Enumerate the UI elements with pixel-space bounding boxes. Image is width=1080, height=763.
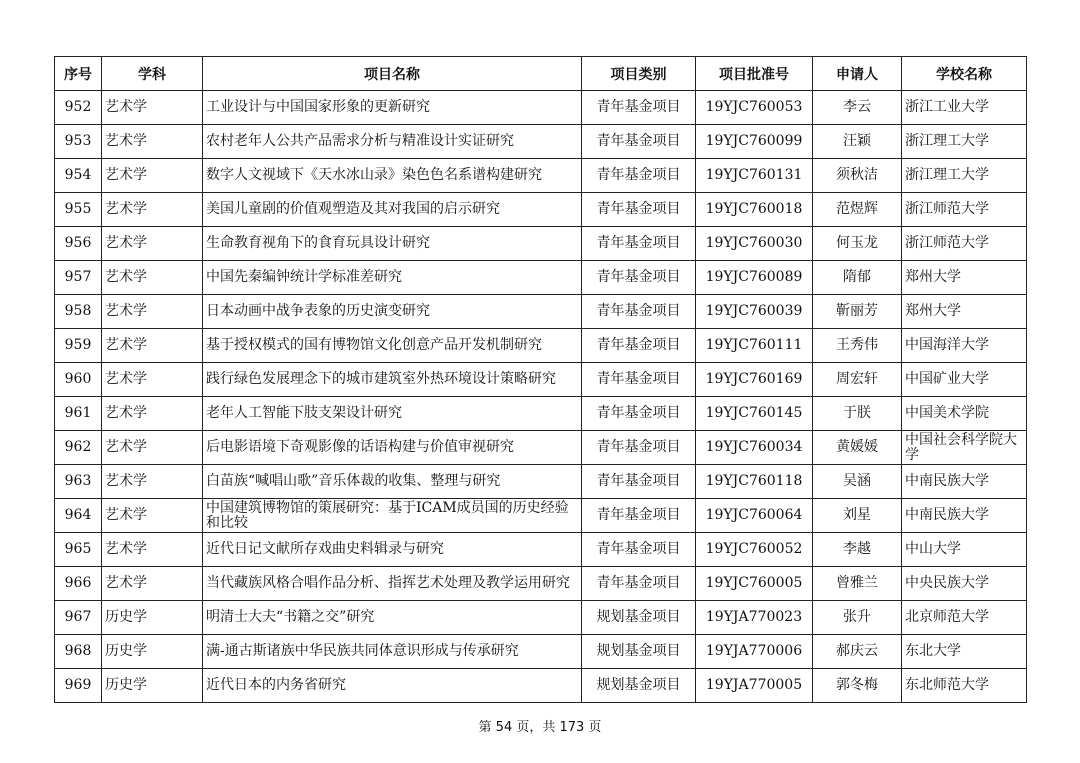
cell-applicant: 王秀伟 (813, 329, 902, 363)
table-row (55, 159, 1027, 193)
cell-applicant: 周宏轩 (813, 363, 902, 397)
cell-title: 近代日本的内务省研究 (203, 669, 582, 703)
cell-school: 浙江师范大学 (902, 193, 1027, 227)
cell-subject: 艺术学 (102, 227, 203, 261)
cell-subject: 艺术学 (102, 295, 203, 329)
cell-title: 满-通古斯诸族中华民族共同体意识形成与传承研究 (203, 635, 582, 669)
cell-title: 老年人工智能下肢支架设计研究 (203, 397, 582, 431)
cell-school: 郑州大学 (902, 261, 1027, 295)
cell-type: 规划基金项目 (582, 669, 696, 703)
cell-applicant: 靳丽芳 (813, 295, 902, 329)
cell-no: 963 (55, 465, 102, 499)
cell-school: 中国美术学院 (902, 397, 1027, 431)
table-row (55, 91, 1027, 125)
cell-type: 青年基金项目 (582, 533, 696, 567)
table-row (55, 261, 1027, 295)
cell-school: 北京师范大学 (902, 601, 1027, 635)
cell-code: 19YJC760145 (696, 397, 813, 431)
cell-school: 中南民族大学 (902, 499, 1027, 533)
table-row (55, 193, 1027, 227)
table-row (55, 465, 1027, 499)
cell-subject: 艺术学 (102, 465, 203, 499)
cell-type: 青年基金项目 (582, 567, 696, 601)
cell-code: 19YJC760005 (696, 567, 813, 601)
cell-school: 中国矿业大学 (902, 363, 1027, 397)
cell-applicant: 黄媛媛 (813, 431, 902, 465)
table-row (55, 329, 1027, 363)
cell-type: 青年基金项目 (582, 193, 696, 227)
cell-no: 952 (55, 91, 102, 125)
cell-code: 19YJA770005 (696, 669, 813, 703)
cell-type: 规划基金项目 (582, 601, 696, 635)
cell-applicant: 何玉龙 (813, 227, 902, 261)
cell-applicant: 李越 (813, 533, 902, 567)
cell-no: 967 (55, 601, 102, 635)
cell-no: 961 (55, 397, 102, 431)
cell-no: 968 (55, 635, 102, 669)
page-number: 第 54 页，共 173 页 (478, 720, 602, 735)
cell-subject: 艺术学 (102, 397, 203, 431)
cell-applicant: 曾雅兰 (813, 567, 902, 601)
table-row (55, 499, 1027, 533)
cell-applicant: 范煜辉 (813, 193, 902, 227)
cell-type: 规划基金项目 (582, 635, 696, 669)
projects-table (54, 56, 1027, 703)
cell-school: 浙江理工大学 (902, 125, 1027, 159)
cell-no: 962 (55, 431, 102, 465)
cell-type: 青年基金项目 (582, 91, 696, 125)
cell-title: 明清士大夫“书籍之交”研究 (203, 601, 582, 635)
cell-type: 青年基金项目 (582, 261, 696, 295)
table-row (55, 363, 1027, 397)
cell-applicant: 须秋洁 (813, 159, 902, 193)
cell-code: 19YJA770006 (696, 635, 813, 669)
cell-code: 19YJC760118 (696, 465, 813, 499)
header-code: 项目批准号 (696, 57, 813, 91)
cell-title: 当代藏族风格合唱作品分析、指挥艺术处理及教学运用研究 (203, 567, 582, 601)
cell-subject: 艺术学 (102, 159, 203, 193)
cell-school: 浙江工业大学 (902, 91, 1027, 125)
cell-title: 工业设计与中国国家形象的更新研究 (203, 91, 582, 125)
table-row (55, 431, 1027, 465)
table-row (55, 669, 1027, 703)
header-no: 序号 (55, 57, 102, 91)
cell-subject: 历史学 (102, 669, 203, 703)
cell-type: 青年基金项目 (582, 295, 696, 329)
header-subject: 学科 (102, 57, 203, 91)
cell-type: 青年基金项目 (582, 125, 696, 159)
cell-applicant: 吴涵 (813, 465, 902, 499)
cell-no: 953 (55, 125, 102, 159)
cell-school: 东北师范大学 (902, 669, 1027, 703)
cell-applicant: 郝庆云 (813, 635, 902, 669)
cell-no: 957 (55, 261, 102, 295)
cell-school: 浙江师范大学 (902, 227, 1027, 261)
table-body (55, 91, 1027, 703)
header-title: 项目名称 (203, 57, 582, 91)
cell-subject: 艺术学 (102, 533, 203, 567)
table-row (55, 227, 1027, 261)
cell-title: 基于授权模式的国有博物馆文化创意产品开发机制研究 (203, 329, 582, 363)
cell-no: 966 (55, 567, 102, 601)
cell-code: 19YJC760131 (696, 159, 813, 193)
cell-title: 美国儿童剧的价值观塑造及其对我国的启示研究 (203, 193, 582, 227)
table-row (55, 635, 1027, 669)
cell-subject: 历史学 (102, 635, 203, 669)
cell-subject: 艺术学 (102, 431, 203, 465)
cell-applicant: 张升 (813, 601, 902, 635)
cell-code: 19YJC760053 (696, 91, 813, 125)
cell-school: 中南民族大学 (902, 465, 1027, 499)
cell-no: 955 (55, 193, 102, 227)
cell-title: 农村老年人公共产品需求分析与精准设计实证研究 (203, 125, 582, 159)
cell-no: 958 (55, 295, 102, 329)
header-applicant: 申请人 (813, 57, 902, 91)
cell-code: 19YJC760018 (696, 193, 813, 227)
cell-title: 近代日记文献所存戏曲史料辑录与研究 (203, 533, 582, 567)
cell-code: 19YJC760030 (696, 227, 813, 261)
cell-school: 中山大学 (902, 533, 1027, 567)
cell-no: 969 (55, 669, 102, 703)
cell-no: 960 (55, 363, 102, 397)
cell-title: 数字人文视域下《天水冰山录》染色色名系谱构建研究 (203, 159, 582, 193)
cell-subject: 艺术学 (102, 363, 203, 397)
cell-no: 959 (55, 329, 102, 363)
cell-school: 中国海洋大学 (902, 329, 1027, 363)
table-row (55, 397, 1027, 431)
cell-type: 青年基金项目 (582, 329, 696, 363)
cell-title: 白苗族“喊唱山歌”音乐体裁的收集、整理与研究 (203, 465, 582, 499)
cell-subject: 艺术学 (102, 567, 203, 601)
cell-code: 19YJC760052 (696, 533, 813, 567)
cell-code: 19YJC760089 (696, 261, 813, 295)
cell-type: 青年基金项目 (582, 431, 696, 465)
cell-no: 956 (55, 227, 102, 261)
cell-no: 965 (55, 533, 102, 567)
cell-subject: 艺术学 (102, 125, 203, 159)
cell-title: 生命教育视角下的食育玩具设计研究 (203, 227, 582, 261)
table-header-row (55, 57, 1027, 91)
cell-title: 日本动画中战争表象的历史演变研究 (203, 295, 582, 329)
cell-title: 践行绿色发展理念下的城市建筑室外热环境设计策略研究 (203, 363, 582, 397)
table-row (55, 601, 1027, 635)
table-row (55, 125, 1027, 159)
cell-code: 19YJC760111 (696, 329, 813, 363)
cell-applicant: 于朕 (813, 397, 902, 431)
cell-subject: 艺术学 (102, 91, 203, 125)
cell-school: 郑州大学 (902, 295, 1027, 329)
cell-type: 青年基金项目 (582, 363, 696, 397)
table-row (55, 295, 1027, 329)
cell-subject: 艺术学 (102, 261, 203, 295)
cell-subject: 艺术学 (102, 499, 203, 533)
cell-code: 19YJC760064 (696, 499, 813, 533)
cell-type: 青年基金项目 (582, 465, 696, 499)
cell-applicant: 隋郁 (813, 261, 902, 295)
header-type: 项目类别 (582, 57, 696, 91)
cell-type: 青年基金项目 (582, 499, 696, 533)
table-row (55, 567, 1027, 601)
cell-no: 954 (55, 159, 102, 193)
cell-type: 青年基金项目 (582, 227, 696, 261)
table-row (55, 533, 1027, 567)
cell-school: 中央民族大学 (902, 567, 1027, 601)
header-school: 学校名称 (902, 57, 1027, 91)
cell-subject: 历史学 (102, 601, 203, 635)
cell-applicant: 李云 (813, 91, 902, 125)
cell-title: 中国先秦编钟统计学标准差研究 (203, 261, 582, 295)
cell-type: 青年基金项目 (582, 159, 696, 193)
cell-code: 19YJA770023 (696, 601, 813, 635)
cell-applicant: 刘星 (813, 499, 902, 533)
cell-title: 中国建筑博物馆的策展研究：基于ICAM成员国的历史经验和比较 (203, 499, 582, 533)
cell-applicant: 郭冬梅 (813, 669, 902, 703)
cell-code: 19YJC760034 (696, 431, 813, 465)
cell-school: 浙江理工大学 (902, 159, 1027, 193)
cell-code: 19YJC760169 (696, 363, 813, 397)
cell-code: 19YJC760039 (696, 295, 813, 329)
cell-applicant: 汪颖 (813, 125, 902, 159)
cell-title: 后电影语境下奇观影像的话语构建与价值审视研究 (203, 431, 582, 465)
cell-school: 中国社会科学院大学 (902, 431, 1027, 465)
cell-school: 东北大学 (902, 635, 1027, 669)
cell-subject: 艺术学 (102, 193, 203, 227)
cell-no: 964 (55, 499, 102, 533)
cell-subject: 艺术学 (102, 329, 203, 363)
cell-code: 19YJC760099 (696, 125, 813, 159)
cell-type: 青年基金项目 (582, 397, 696, 431)
